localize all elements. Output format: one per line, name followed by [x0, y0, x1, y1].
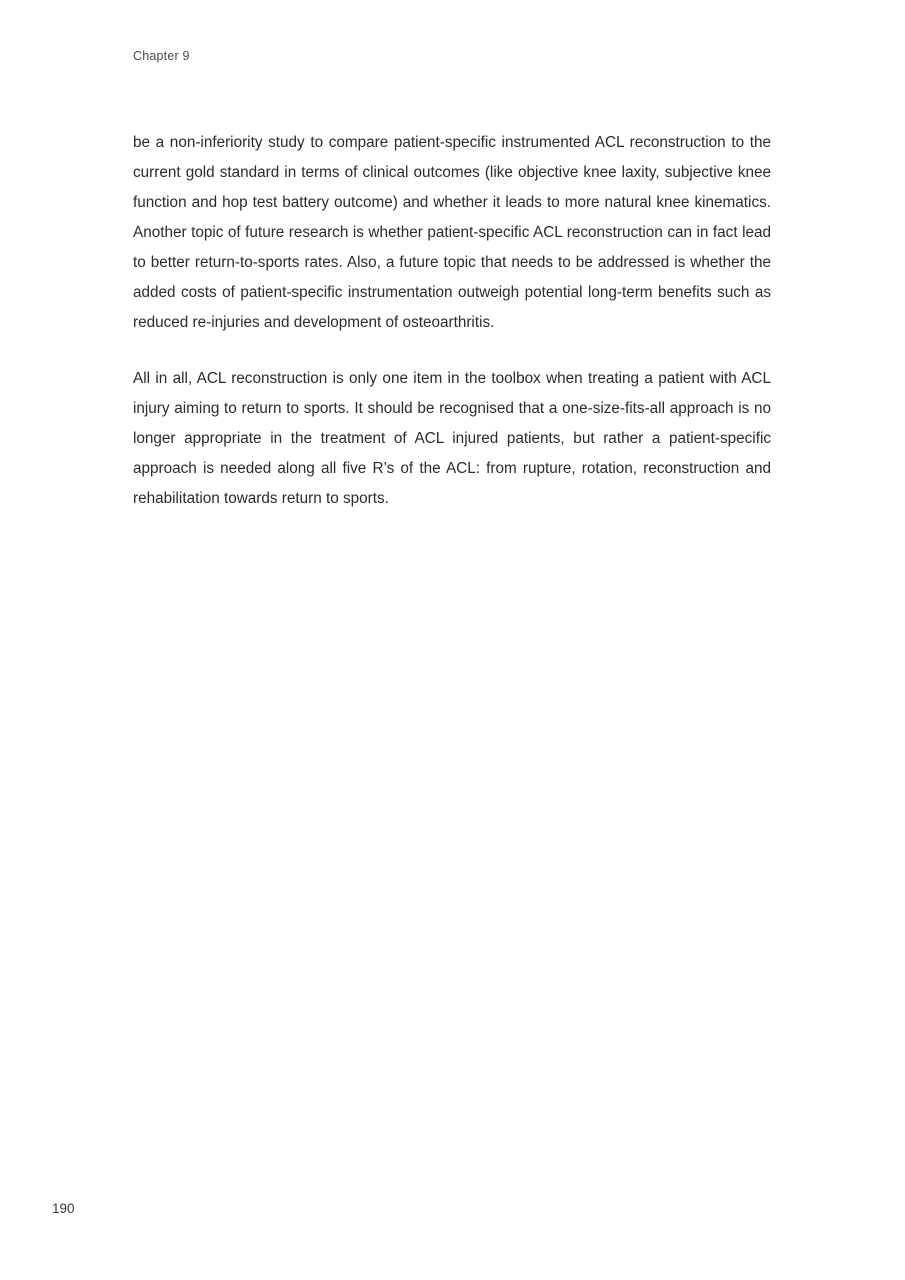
body-paragraph: be a non-inferiority study to compare patient-specific instrumented ACL reconstruction to the current gold standard in terms of clinical outcomes (like objective knee laxity, subjective knee function and hop test battery outcome) and whether it leads to more natural knee kinematics. Another topic of future research is whether patient-specific ACL reconstruction can in fact lead to better return-to-sports rates. Also, a future topic that needs to be addressed is whether the added costs of patient-specific instrumentation outweigh potential long-term benefits such as reduced re-injuries and development of osteoarthritis. [133, 134, 771, 331]
page-number: 190 [52, 1201, 75, 1216]
running-head: Chapter 9 [133, 49, 190, 63]
body-paragraph: All in all, ACL reconstruction is only one item in the toolbox when treating a patient with ACL injury aiming to return to sports. It should be recognised that a one-size-fits-all approach is no longer appropriate in the treatment of ACL injured patients, but rather a patient-specific approach is needed along all five R’s of the ACL: from rupture, rotation, reconstruction and rehabilitation towards return to sports. [133, 370, 771, 507]
page-body [133, 128, 771, 514]
